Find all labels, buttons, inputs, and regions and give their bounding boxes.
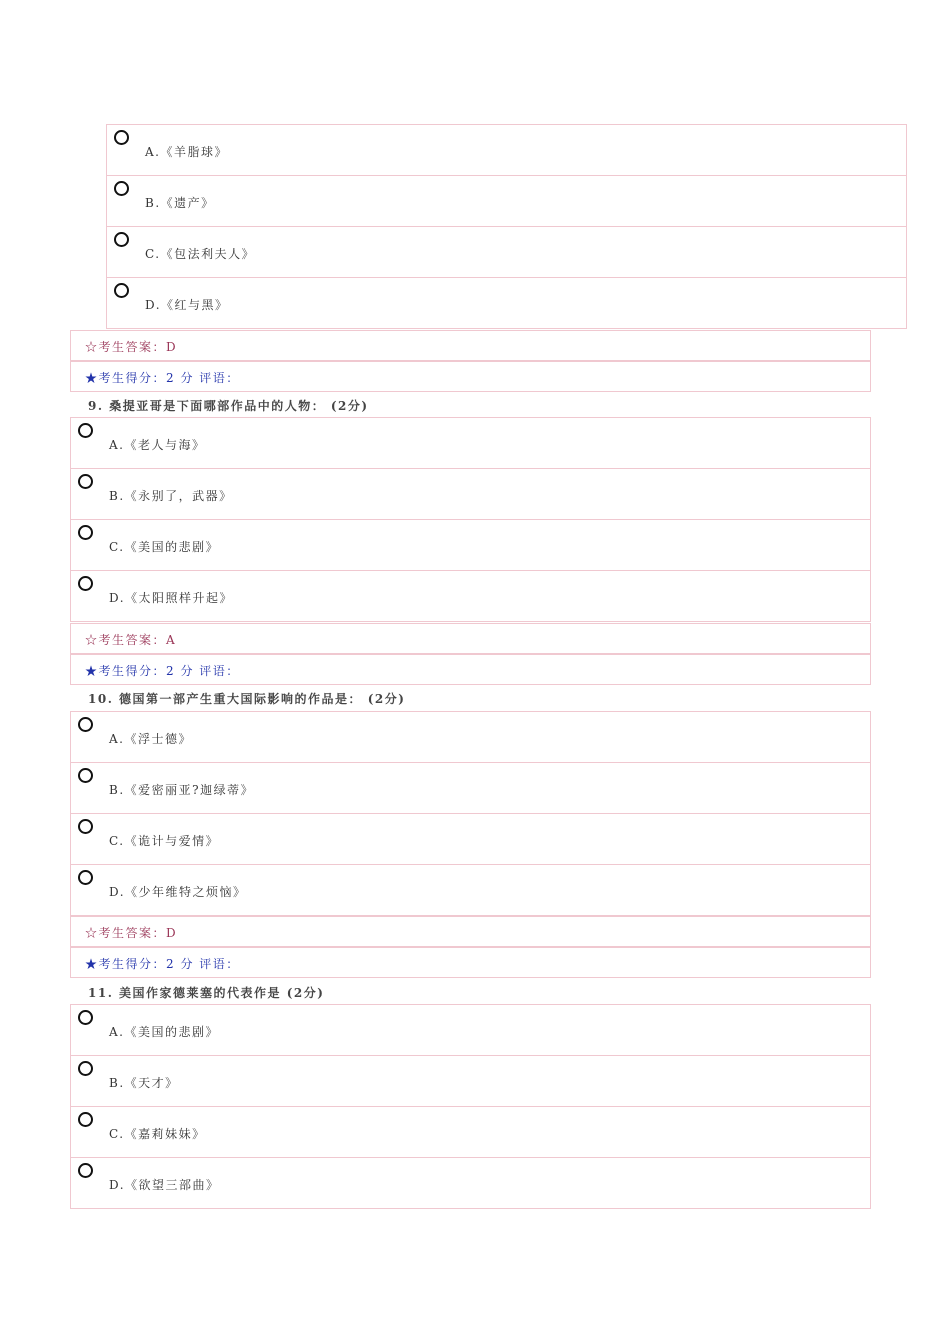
option-label: B.《爱密丽亚?迦绿蒂》 xyxy=(109,783,255,797)
q10-option-c[interactable] xyxy=(71,814,870,865)
q8-option-c[interactable] xyxy=(107,227,906,278)
radio-button[interactable] xyxy=(78,1061,93,1076)
q10-score-row xyxy=(70,947,871,978)
option-label: D.《太阳照样升起》 xyxy=(109,591,234,605)
q11-option-b[interactable] xyxy=(71,1056,870,1107)
student-answer: ☆考生答案：D xyxy=(85,340,178,354)
option-label: B.《天才》 xyxy=(109,1076,179,1090)
option-label: A.《浮士德》 xyxy=(109,732,192,746)
q10-option-b[interactable] xyxy=(71,763,870,814)
q9-option-d[interactable] xyxy=(71,571,870,621)
q11-options xyxy=(70,1004,871,1209)
option-label: C.《包法利夫人》 xyxy=(145,247,256,261)
option-label: D.《欲望三部曲》 xyxy=(109,1178,220,1192)
option-label: C.《嘉莉妹妹》 xyxy=(109,1127,206,1141)
radio-button[interactable] xyxy=(114,232,129,247)
q9-options xyxy=(70,417,871,622)
option-label: B.《遗产》 xyxy=(145,196,215,210)
q8-option-b[interactable] xyxy=(107,176,906,227)
q10-option-a[interactable] xyxy=(71,712,870,763)
radio-button[interactable] xyxy=(78,819,93,834)
option-label: B.《永别了，武器》 xyxy=(109,489,233,503)
student-score: ★考生得分：2 分 评语： xyxy=(85,371,240,385)
student-answer: ☆考生答案：D xyxy=(85,926,178,940)
q9-option-a[interactable] xyxy=(71,418,870,469)
q10-title: 10. 德国第一部产生重大国际影响的作品是： (2分) xyxy=(88,692,406,706)
option-label: A.《美国的悲剧》 xyxy=(109,1025,219,1039)
q9-title: 9. 桑提亚哥是下面哪部作品中的人物： (2分) xyxy=(88,399,369,413)
q11-title: 11. 美国作家德莱塞的代表作是 (2分) xyxy=(88,986,325,1000)
radio-button[interactable] xyxy=(78,423,93,438)
q9-option-c[interactable] xyxy=(71,520,870,571)
q11-option-c[interactable] xyxy=(71,1107,870,1158)
q8-option-d[interactable] xyxy=(107,278,906,328)
option-label: D.《红与黑》 xyxy=(145,298,229,312)
q8-option-a[interactable] xyxy=(107,125,906,176)
radio-button[interactable] xyxy=(78,525,93,540)
radio-button[interactable] xyxy=(78,474,93,489)
radio-button[interactable] xyxy=(78,576,93,591)
radio-button[interactable] xyxy=(78,768,93,783)
option-label: A.《羊脂球》 xyxy=(145,145,228,159)
q10-options xyxy=(70,711,871,916)
option-label: C.《诡计与爱情》 xyxy=(109,834,220,848)
radio-button[interactable] xyxy=(78,1112,93,1127)
q8-options xyxy=(106,124,907,329)
radio-button[interactable] xyxy=(78,1010,93,1025)
q9-option-b[interactable] xyxy=(71,469,870,520)
q10-option-d[interactable] xyxy=(71,865,870,915)
student-answer: ☆考生答案：A xyxy=(85,633,177,647)
q8-score-row xyxy=(70,361,871,392)
student-score: ★考生得分：2 分 评语： xyxy=(85,664,240,678)
student-score: ★考生得分：2 分 评语： xyxy=(85,957,240,971)
radio-button[interactable] xyxy=(78,1163,93,1178)
q11-option-d[interactable] xyxy=(71,1158,870,1208)
q10-answer-row xyxy=(70,916,871,947)
q8-answer-row xyxy=(70,330,871,361)
q9-answer-row xyxy=(70,623,871,654)
q9-score-row xyxy=(70,654,871,685)
radio-button[interactable] xyxy=(78,717,93,732)
option-label: D.《少年维特之烦恼》 xyxy=(109,885,247,899)
option-label: A.《老人与海》 xyxy=(109,438,206,452)
q11-option-a[interactable] xyxy=(71,1005,870,1056)
radio-button[interactable] xyxy=(114,181,129,196)
radio-button[interactable] xyxy=(78,870,93,885)
radio-button[interactable] xyxy=(114,283,129,298)
radio-button[interactable] xyxy=(114,130,129,145)
option-label: C.《美国的悲剧》 xyxy=(109,540,220,554)
